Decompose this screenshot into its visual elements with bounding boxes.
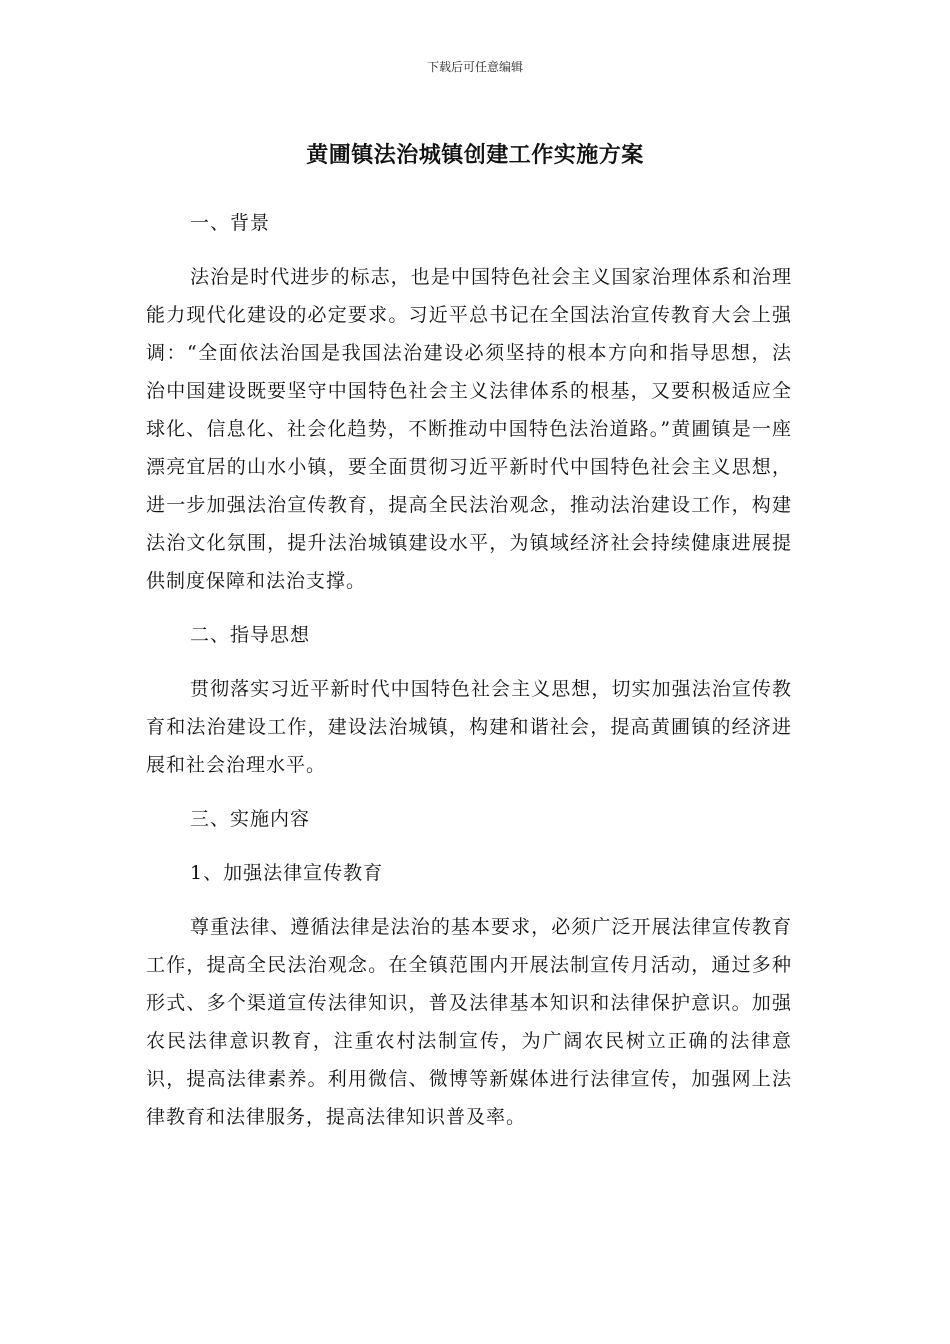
section-heading-implementation: 三、实施内容: [190, 808, 311, 830]
header-note: 下载后可任意编辑: [426, 60, 523, 74]
section-heading-background: 一、背景: [190, 212, 271, 234]
section-heading-guiding-thought: 二、指导思想: [190, 624, 311, 646]
document-title: 黄圃镇法治城镇创建工作实施方案: [306, 143, 644, 168]
document-body: [146, 204, 792, 1136]
paragraph-guiding-thought: 贯彻落实习近平新时代中国特色社会主义思想，切实加强法治宣传教育和法治建设工作，建设法治城镇，构建和谐社会，提高黄圃镇的经济进展和社会治理水平。: [146, 678, 792, 776]
subsection-heading-legal-education: 1、加强法律宣传教育: [190, 862, 384, 884]
paragraph-background: 法治是时代进步的标志，也是中国特色社会主义国家治理体系和治理能力现代化建设的必定要求。习近平总书记在全国法治宣传教育大会上强调：“全面依法治国是我国法治建设必须坚持的根本方向和指导思想，法治中国建设既要坚守中国特色社会主义法律体系的根基，又要积极适应全球化、信息化、社会化趋势，不断推动中国特色法治道路。”黄圃镇是一座漂亮宜居的山水小镇，要全面贯彻习近平新时代中国特色社会主义思想，进一步加强法治宣传教育，提高全民法治观念，推动法治建设工作，构建法治文化氛围，提升法治城镇建设水平，为镇域经济社会持续健康进展提供制度保障和法治支撑。: [146, 266, 792, 592]
paragraph-legal-education: 尊重法律、遵循法律是法治的基本要求，必须广泛开展法律宣传教育工作，提高全民法治观念。在全镇范围内开展法制宣传月活动，通过多种形式、多个渠道宣传法律知识，普及法律基本知识和法律保护意识。加强农民法律意识教育，注重农村法制宣传，为广阔农民树立正确的法律意识，提高法律素养。利用微信、微博等新媒体进行法律宣传，加强网上法律教育和法律服务，提高法律知识普及率。: [146, 916, 792, 1128]
